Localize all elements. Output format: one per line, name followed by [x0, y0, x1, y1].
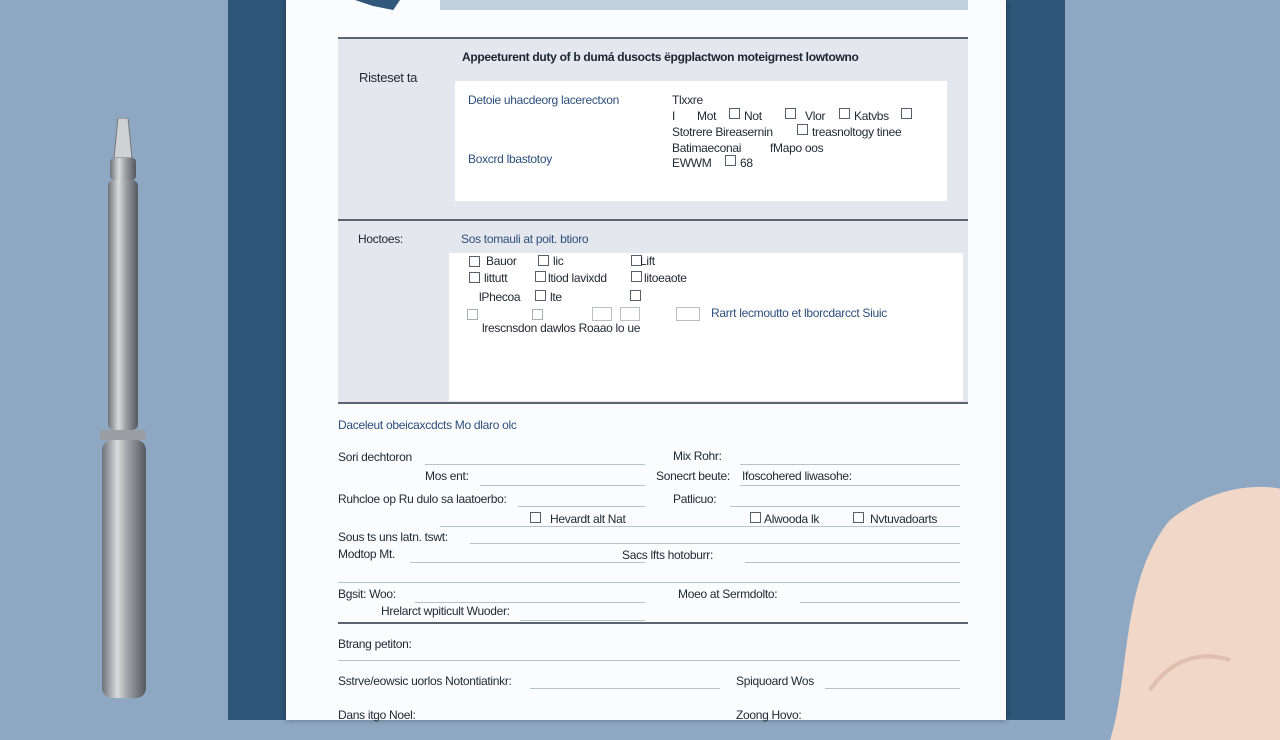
checkbox[interactable]: [839, 108, 850, 119]
option-label: lte: [550, 290, 562, 304]
text-field-line[interactable]: [740, 485, 960, 486]
detail-text: EWWM: [672, 156, 712, 170]
field-label: Sacs lfts hotoburr:: [622, 548, 714, 562]
checkbox-label: I: [672, 109, 676, 123]
checkbox-label: Hevardt alt Nat: [550, 512, 626, 526]
checkbox-label: Mot: [697, 109, 717, 123]
field-label: Hrelarct wpiticult Wuoder:: [381, 604, 510, 618]
field-label: Detoie uhacdeorg lacerectxon: [468, 93, 620, 107]
checkbox-label: Not: [744, 109, 762, 123]
checkbox-label: Alwooda lk: [764, 512, 820, 526]
checkbox[interactable]: [469, 272, 480, 283]
option-label: Bauor: [486, 254, 517, 268]
checkbox[interactable]: [797, 124, 808, 135]
field-label: Ruhcloe op Ru dulo sa laatoerbo:: [338, 492, 507, 506]
checkbox[interactable]: [535, 290, 546, 301]
field-label: Moeo at Sermdolto:: [678, 587, 778, 601]
checkbox[interactable]: [785, 108, 796, 119]
checkbox[interactable]: [620, 307, 640, 321]
checkbox-label: Nvtuvadoarts: [870, 512, 938, 526]
option-label: litoeaote: [644, 271, 687, 285]
field-label: Dans itgo Noel:: [338, 708, 416, 722]
checkbox[interactable]: [469, 256, 480, 267]
section-label: Risteset ta: [359, 70, 418, 85]
option-label: Lift: [640, 254, 655, 268]
detail-text: fMapo oos: [770, 141, 824, 155]
fountain-pen-icon: [98, 118, 154, 708]
hand-image: [1110, 460, 1280, 740]
checkbox[interactable]: [725, 155, 736, 166]
options-note: Rarrt lecmoutto et lborcdarcct Siuic: [711, 306, 887, 320]
checkbox[interactable]: [676, 307, 700, 321]
field-label: Bgsit: Woo:: [338, 587, 396, 601]
checkbox[interactable]: [901, 108, 912, 119]
option-title: Tlxxre: [672, 93, 703, 107]
text-field-line[interactable]: [425, 464, 645, 465]
checkbox[interactable]: [853, 512, 864, 523]
text-field-line[interactable]: [530, 688, 720, 689]
section-title: Daceleut obeicaxcdcts Mo dlaro olc: [338, 418, 517, 432]
text-field-line[interactable]: [740, 464, 960, 465]
field-label: Mix Rohr:: [673, 449, 722, 463]
text-field-line[interactable]: [410, 562, 645, 563]
detail-text: Batimaeconai: [672, 141, 742, 155]
field-label: Sstrve/eowsic uorlos Notontiatinkr:: [338, 674, 512, 688]
field-label: Spiquoard Wos: [736, 674, 814, 688]
options-title: Sos tomauli at poit. btioro: [461, 232, 589, 246]
checkbox[interactable]: [538, 255, 549, 266]
checkbox[interactable]: [532, 309, 543, 320]
text-field-line[interactable]: [440, 526, 960, 527]
checkbox[interactable]: [467, 309, 478, 320]
field-label: Zoong Hovo:: [736, 708, 802, 722]
text-field-line[interactable]: [518, 506, 645, 507]
text-field-line[interactable]: [338, 582, 960, 583]
field-label: Boxcrd lbastotoy: [468, 152, 552, 166]
text-field-line[interactable]: [480, 485, 645, 486]
checkbox[interactable]: [535, 271, 546, 282]
checkbox[interactable]: [592, 307, 612, 321]
form-title: Appeeturent duty of b dumá dusocts ëpgplactwon moteigrnest lowtowno: [462, 50, 859, 64]
section-label: Hoctoes:: [358, 232, 403, 246]
checkbox[interactable]: [729, 108, 740, 119]
field-label: Mos ent:: [425, 469, 469, 483]
detail-text: 68: [740, 156, 753, 170]
text-field-line[interactable]: [520, 620, 645, 621]
header-band: [440, 0, 968, 10]
text-field-line[interactable]: [800, 602, 960, 603]
checkbox-label: Katvbs: [854, 109, 889, 123]
field-label: Modtop Mt.: [338, 547, 396, 561]
checkbox-label: Vlor: [805, 109, 826, 123]
text-field-line[interactable]: [745, 562, 960, 563]
checkbox[interactable]: [631, 271, 642, 282]
text-field-line[interactable]: [338, 660, 960, 661]
divider: [338, 402, 968, 404]
divider: [338, 622, 968, 624]
text-field-line[interactable]: [415, 602, 645, 603]
checkbox[interactable]: [630, 290, 641, 301]
detail-text: Stotrere Bireasernin: [672, 125, 773, 139]
field-label: Patlicuo:: [673, 492, 717, 506]
checkbox[interactable]: [750, 512, 761, 523]
option-label: lic: [553, 254, 564, 268]
text-field-line[interactable]: [825, 688, 960, 689]
section-title: Btrang petiton:: [338, 637, 412, 651]
detail-text: treasnoltogy tinee: [812, 125, 902, 139]
option-label: littutt: [484, 271, 508, 285]
option-label: lPhecoa: [479, 290, 521, 304]
options-footer: lrescnsdon dawlos Roaao lo ue: [482, 321, 641, 335]
checkbox[interactable]: [530, 512, 541, 523]
text-field-line[interactable]: [730, 506, 960, 507]
field-label: Sonecrt beute:: [656, 469, 730, 483]
text-field-line[interactable]: [470, 543, 960, 544]
option-label: ltiod lavixdd: [548, 271, 607, 285]
field-label: Sous ts uns latn. tswt:: [338, 530, 448, 544]
field-label: Ifoscohered liwasohe:: [742, 469, 852, 483]
field-label: Sori dechtoron: [338, 450, 412, 464]
